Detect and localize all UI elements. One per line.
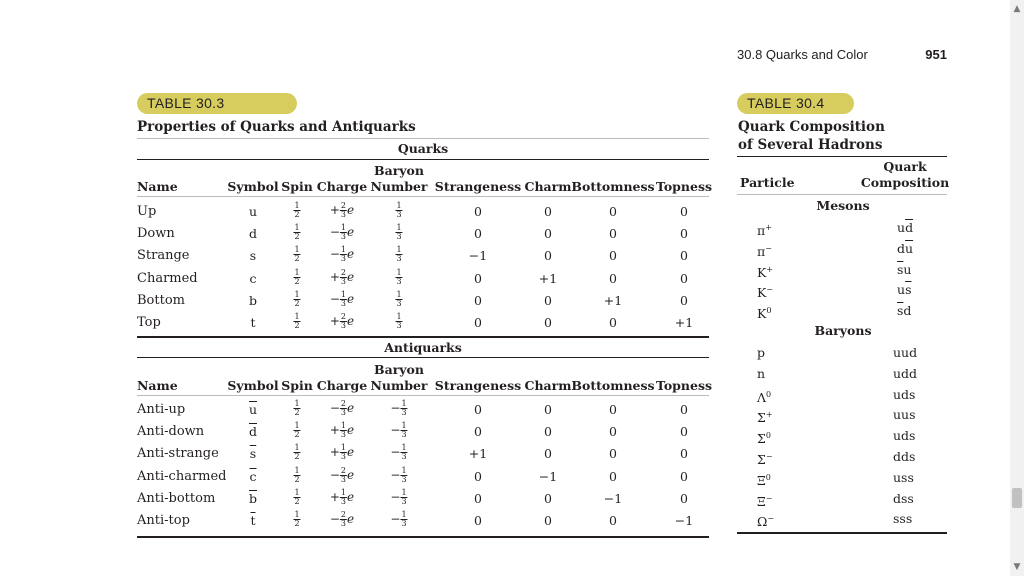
row-symbol: $\overline{u}$ [248,402,258,417]
column-header-spin: Spin [281,179,313,194]
charge-fraction: $\frac{2}{3}$ [340,465,347,484]
baryon-fraction: $\frac{1}{3}$ [396,245,402,264]
charge-unit: e [347,467,355,482]
row-spin [293,224,300,241]
row-symbol: $\overline{t}$ [250,513,256,528]
baryon-sign: − [390,489,401,504]
charge-unit: e [347,445,355,460]
row-spin [293,489,300,506]
row-charge [330,422,354,439]
scroll-up-icon[interactable]: ▲ [1013,4,1021,14]
row-bottomness: 0 [609,468,617,484]
charge-sign: + [329,203,340,217]
row-bottomness: 0 [609,204,617,219]
charge-unit: e [347,423,355,438]
column-header-spin: Spin [281,378,313,393]
row-charm: +1 [538,270,558,286]
baryon-particle: Ξ− [757,493,773,509]
row-charm: 0 [544,226,552,242]
baryon-sign: − [390,512,401,526]
row-baryon-number [390,511,407,528]
row-topness: 0 [680,292,688,308]
row-symbol: u [248,204,258,219]
row-charge [330,489,354,506]
particle-charge: 0 [765,472,771,482]
row-charge [330,269,354,286]
row-topness: 0 [680,424,688,440]
charge-unit: e [347,489,355,504]
row-topness: 0 [680,204,688,219]
row-charge [330,313,354,330]
baryon-particle: $\Sigma^0$ [757,431,771,447]
row-spin [293,444,300,461]
particle-charge: + [766,264,774,274]
column-header-symbol: Symbol [227,179,279,194]
divider [137,357,709,358]
quark: d [897,240,906,256]
charge-fraction: $\frac{1}{3}$ [340,223,347,242]
particle-charge: − [765,452,773,461]
column-header-topness: Topness [655,378,713,393]
baryon-sign: − [390,445,401,460]
row-charm: 0 [544,490,552,506]
charge-sign: + [329,314,340,328]
baryon-particle: $\Lambda^0$ [757,389,772,405]
charge-unit: e [347,512,355,526]
row-baryon-number [395,269,402,286]
row-symbol: $\overline{c}$ [249,468,257,484]
row-topness: 0 [680,468,688,484]
particle-charge: 0 [765,431,771,441]
row-baryon-number [390,444,407,461]
charge-unit: e [347,203,355,217]
baryons-group-label: Baryons [814,323,872,338]
baryon-composition: uus [893,407,916,423]
spin-fraction: $\frac{1}{2}$ [294,465,300,484]
row-spin [293,511,300,528]
charge-sign: + [329,445,340,460]
spin-fraction: $\frac{1}{2}$ [294,267,300,286]
meson-composition [897,282,911,298]
spin-fraction: $\frac{1}{2}$ [294,201,300,219]
row-baryon-number [390,400,407,417]
mesons-group-label: Mesons [816,198,870,213]
row-baryon-number [395,246,402,263]
baryon-fraction: $\frac{1}{3}$ [401,421,407,440]
charge-sign: − [329,291,340,306]
baryon-composition: sss [893,511,913,527]
baryon-composition: udd [893,365,918,381]
row-spin [293,246,300,263]
particle-charge: 0 [766,306,772,316]
row-baryon-number [390,489,407,506]
charge-sign: − [329,225,340,240]
particle-charge: − [765,243,772,253]
quark: u [897,282,906,298]
row-baryon-number [395,291,402,308]
meson-particle: π− [757,243,772,259]
row-baryon-number [390,467,407,484]
row-symbol: $\overline{d}$ [248,424,258,440]
vertical-scrollbar[interactable] [1010,0,1024,576]
row-name: Anti-down [137,424,205,440]
row-charm: 0 [544,424,552,440]
quark: d [903,303,912,319]
baryon-particle: p [757,345,766,360]
column-header-particle: Particle [740,175,795,190]
baryon-particle: Σ− [757,452,773,468]
row-charm: 0 [544,248,552,264]
row-symbol: $\overline{b}$ [248,490,258,506]
row-strangeness: 0 [474,204,482,219]
charge-unit: e [347,314,355,328]
row-strangeness: 0 [474,402,482,417]
meson-particle: $K^0$ [757,306,772,322]
column-header-charge: Charge [316,378,368,393]
row-spin [293,400,300,417]
row-name: Anti-up [137,402,186,417]
antiquark: $\overline{d}$ [905,220,914,235]
divider [737,194,947,195]
divider [737,156,947,157]
meson-composition [897,303,911,319]
divider [137,336,709,338]
spin-fraction: $\frac{1}{2}$ [294,312,300,330]
particle-charge: + [765,223,772,232]
row-strangeness: 0 [474,424,482,440]
row-spin [293,422,300,439]
column-header-name: Name [137,179,178,194]
baryon-composition: uds [893,428,916,444]
row-strangeness: 0 [474,490,482,506]
charge-unit: e [347,225,355,240]
antiquarks-group-label: Antiquarks [384,340,462,355]
baryon-sign: − [390,401,401,415]
row-spin [293,467,300,484]
charge-sign: + [329,423,340,438]
column-header-number: Number [370,378,428,393]
quark: u [903,261,912,277]
row-strangeness: 0 [474,226,482,242]
row-bottomness: 0 [609,315,617,330]
particle-charge: − [767,514,775,524]
row-topness: 0 [680,248,688,264]
spin-fraction: $\frac{1}{2}$ [294,289,300,308]
meson-composition [897,262,911,278]
row-symbol: s [249,248,257,264]
scroll-down-icon[interactable]: ▼ [1013,562,1021,572]
row-symbol: c [249,270,257,286]
charge-unit: e [347,291,355,306]
charge-fraction: $\frac{1}{3}$ [340,487,347,506]
particle-charge: 0 [766,389,772,399]
baryon-particle: n [757,365,766,381]
meson-particle: K+ [757,264,774,280]
column-header-bottomness: Bottomness [571,179,655,194]
row-bottomness: 0 [609,513,617,528]
divider [137,395,709,396]
charge-fraction: $\frac{2}{3}$ [340,399,347,417]
baryon-particle: Ω− [757,514,775,530]
column-header-charm: Charm [524,179,572,194]
row-spin [293,291,300,308]
baryon-fraction: $\frac{1}{3}$ [396,223,402,242]
row-baryon-number [395,313,402,330]
baryon-composition: uds [893,386,916,402]
row-strangeness: 0 [474,292,482,308]
row-spin [293,313,300,330]
row-symbol: b [248,292,258,308]
row-name: Anti-bottom [137,490,216,506]
charge-sign: − [329,512,340,526]
baryon-fraction: $\frac{1}{3}$ [396,312,402,330]
spin-fraction: $\frac{1}{2}$ [294,421,300,440]
baryon-fraction: $\frac{1}{3}$ [401,487,407,506]
charge-fraction: $\frac{1}{3}$ [340,289,347,308]
row-charm: 0 [544,204,552,219]
row-charm: 0 [544,446,552,462]
row-strangeness: 0 [474,513,482,528]
charge-sign: + [329,489,340,504]
row-charm: −1 [538,468,558,484]
quarks-group-label: Quarks [397,141,449,156]
charge-fraction: $\frac{2}{3}$ [340,201,347,219]
row-symbol: $\overline{s}$ [249,446,257,462]
spin-fraction: $\frac{1}{2}$ [294,487,300,506]
charge-fraction: $\frac{2}{3}$ [340,510,347,528]
row-charm: 0 [544,292,552,308]
row-charge [330,400,354,417]
column-header-charm: Charm [524,378,572,393]
row-name: Charmed [137,270,198,286]
baryon-fraction: $\frac{1}{3}$ [396,201,402,219]
charge-sign: − [329,247,340,262]
charge-fraction: $\frac{1}{3}$ [340,443,347,462]
baryon-composition: dds [893,449,916,464]
row-name: Bottom [137,292,185,308]
row-name: Down [137,226,175,242]
row-name: Anti-top [137,513,190,528]
baryon-fraction: $\frac{1}{3}$ [401,399,407,417]
row-charm: 0 [544,402,552,417]
meson-composition [897,220,913,236]
row-strangeness: 0 [474,270,482,286]
page-number: 951 [925,47,947,62]
row-charm: 0 [544,513,552,528]
column-header-baryon: Baryon [374,362,424,377]
row-charge [330,467,354,484]
table-30-3-tag: TABLE 30.3 [137,93,297,114]
row-strangeness: 0 [474,315,482,330]
baryon-composition: uud [893,345,918,360]
divider [737,532,947,534]
row-name: Strange [137,248,190,264]
spin-fraction: $\frac{1}{2}$ [294,443,300,462]
baryon-fraction: $\frac{1}{3}$ [401,443,407,462]
column-header-number: Number [370,179,428,194]
charge-sign: − [329,467,340,482]
row-baryon-number [395,224,402,241]
row-topness: 0 [680,446,688,462]
column-header-baryon: Baryon [374,163,424,178]
row-baryon-number [390,422,407,439]
baryon-sign: − [390,423,401,438]
row-bottomness: 0 [609,270,617,286]
meson-composition [897,241,913,257]
divider [137,536,709,538]
row-topness: +1 [674,315,694,330]
row-name: Up [137,204,157,219]
row-bottomness: 0 [609,424,617,440]
column-header-charge: Charge [316,179,368,194]
particle-charge: − [765,493,773,503]
particle-charge: + [765,410,773,420]
baryon-particle: $\Xi^0$ [757,472,771,488]
row-bottomness: 0 [609,402,617,417]
row-name: Anti-strange [137,446,219,462]
row-bottomness: 0 [609,446,617,462]
row-charge [330,246,354,263]
meson-particle: π+ [757,223,772,239]
table-30-3-caption: Properties of Quarks and Antiquarks [137,119,416,135]
baryon-sign: − [390,467,401,482]
charge-unit: e [347,247,355,262]
row-bottomness: +1 [603,292,623,308]
table-30-4-caption-line2: of Several Hadrons [738,137,883,153]
antiquark: $\overline{s}$ [905,282,912,298]
row-charge [330,202,354,219]
table-30-4-tag: TABLE 30.4 [737,93,854,114]
row-charge [330,511,354,528]
row-spin [293,202,300,219]
row-topness: 0 [680,402,688,417]
row-symbol: d [248,226,258,242]
baryon-composition: uss [893,469,914,485]
antiquark: $\overline{s}$ [897,303,904,319]
row-baryon-number [395,202,402,219]
charge-fraction: $\frac{2}{3}$ [340,312,347,330]
baryon-fraction: $\frac{1}{3}$ [401,465,407,484]
quark: u [897,220,906,235]
spin-fraction: $\frac{1}{2}$ [294,510,300,528]
row-name: Anti-charmed [137,468,227,484]
section-title: 30.8 Quarks and Color [737,47,868,62]
row-charge [330,291,354,308]
column-header-topness: Topness [655,179,713,194]
spin-fraction: $\frac{1}{2}$ [294,223,300,242]
meson-particle: K− [757,285,774,301]
row-strangeness: 0 [474,468,482,484]
row-name: Top [137,315,161,330]
column-header-composition: Composition [860,175,950,190]
row-strangeness: +1 [468,446,488,462]
row-topness: −1 [674,513,694,528]
column-header-name: Name [137,378,178,393]
scrollbar-thumb[interactable] [1012,488,1022,508]
row-charm: 0 [544,315,552,330]
charge-sign: + [329,269,340,284]
divider [137,159,709,160]
row-spin [293,269,300,286]
row-bottomness: 0 [609,248,617,264]
column-header-quark: Quark [883,159,927,174]
divider [137,196,709,197]
baryon-fraction: $\frac{1}{3}$ [396,289,402,308]
row-bottomness: −1 [603,490,623,506]
charge-unit: e [347,269,355,284]
antiquark: $\overline{u}$ [905,240,914,256]
column-header-strangeness: Strangeness [434,378,522,393]
particle-charge: − [766,285,774,295]
baryon-particle: Σ+ [757,410,773,426]
row-charge [330,444,354,461]
charge-unit: e [347,401,355,415]
charge-fraction: $\frac{2}{3}$ [340,267,347,286]
divider [137,138,709,139]
baryon-fraction: $\frac{1}{3}$ [401,510,407,528]
row-symbol: t [250,315,256,330]
row-bottomness: 0 [609,226,617,242]
baryon-composition: dss [893,490,914,506]
row-charge [330,224,354,241]
row-topness: 0 [680,270,688,286]
baryon-fraction: $\frac{1}{3}$ [396,267,402,286]
spin-fraction: $\frac{1}{2}$ [294,245,300,264]
spin-fraction: $\frac{1}{2}$ [294,399,300,417]
running-header [737,47,947,65]
table-30-4-caption-line1: Quark Composition [738,119,885,135]
column-header-strangeness: Strangeness [434,179,522,194]
row-topness: 0 [680,226,688,242]
row-topness: 0 [680,490,688,506]
column-header-bottomness: Bottomness [571,378,655,393]
antiquark: $\overline{s}$ [897,261,904,277]
column-header-symbol: Symbol [227,378,279,393]
charge-fraction: $\frac{1}{3}$ [340,245,347,264]
row-strangeness: −1 [468,248,488,264]
charge-sign: − [329,401,340,415]
charge-fraction: $\frac{1}{3}$ [340,421,347,440]
